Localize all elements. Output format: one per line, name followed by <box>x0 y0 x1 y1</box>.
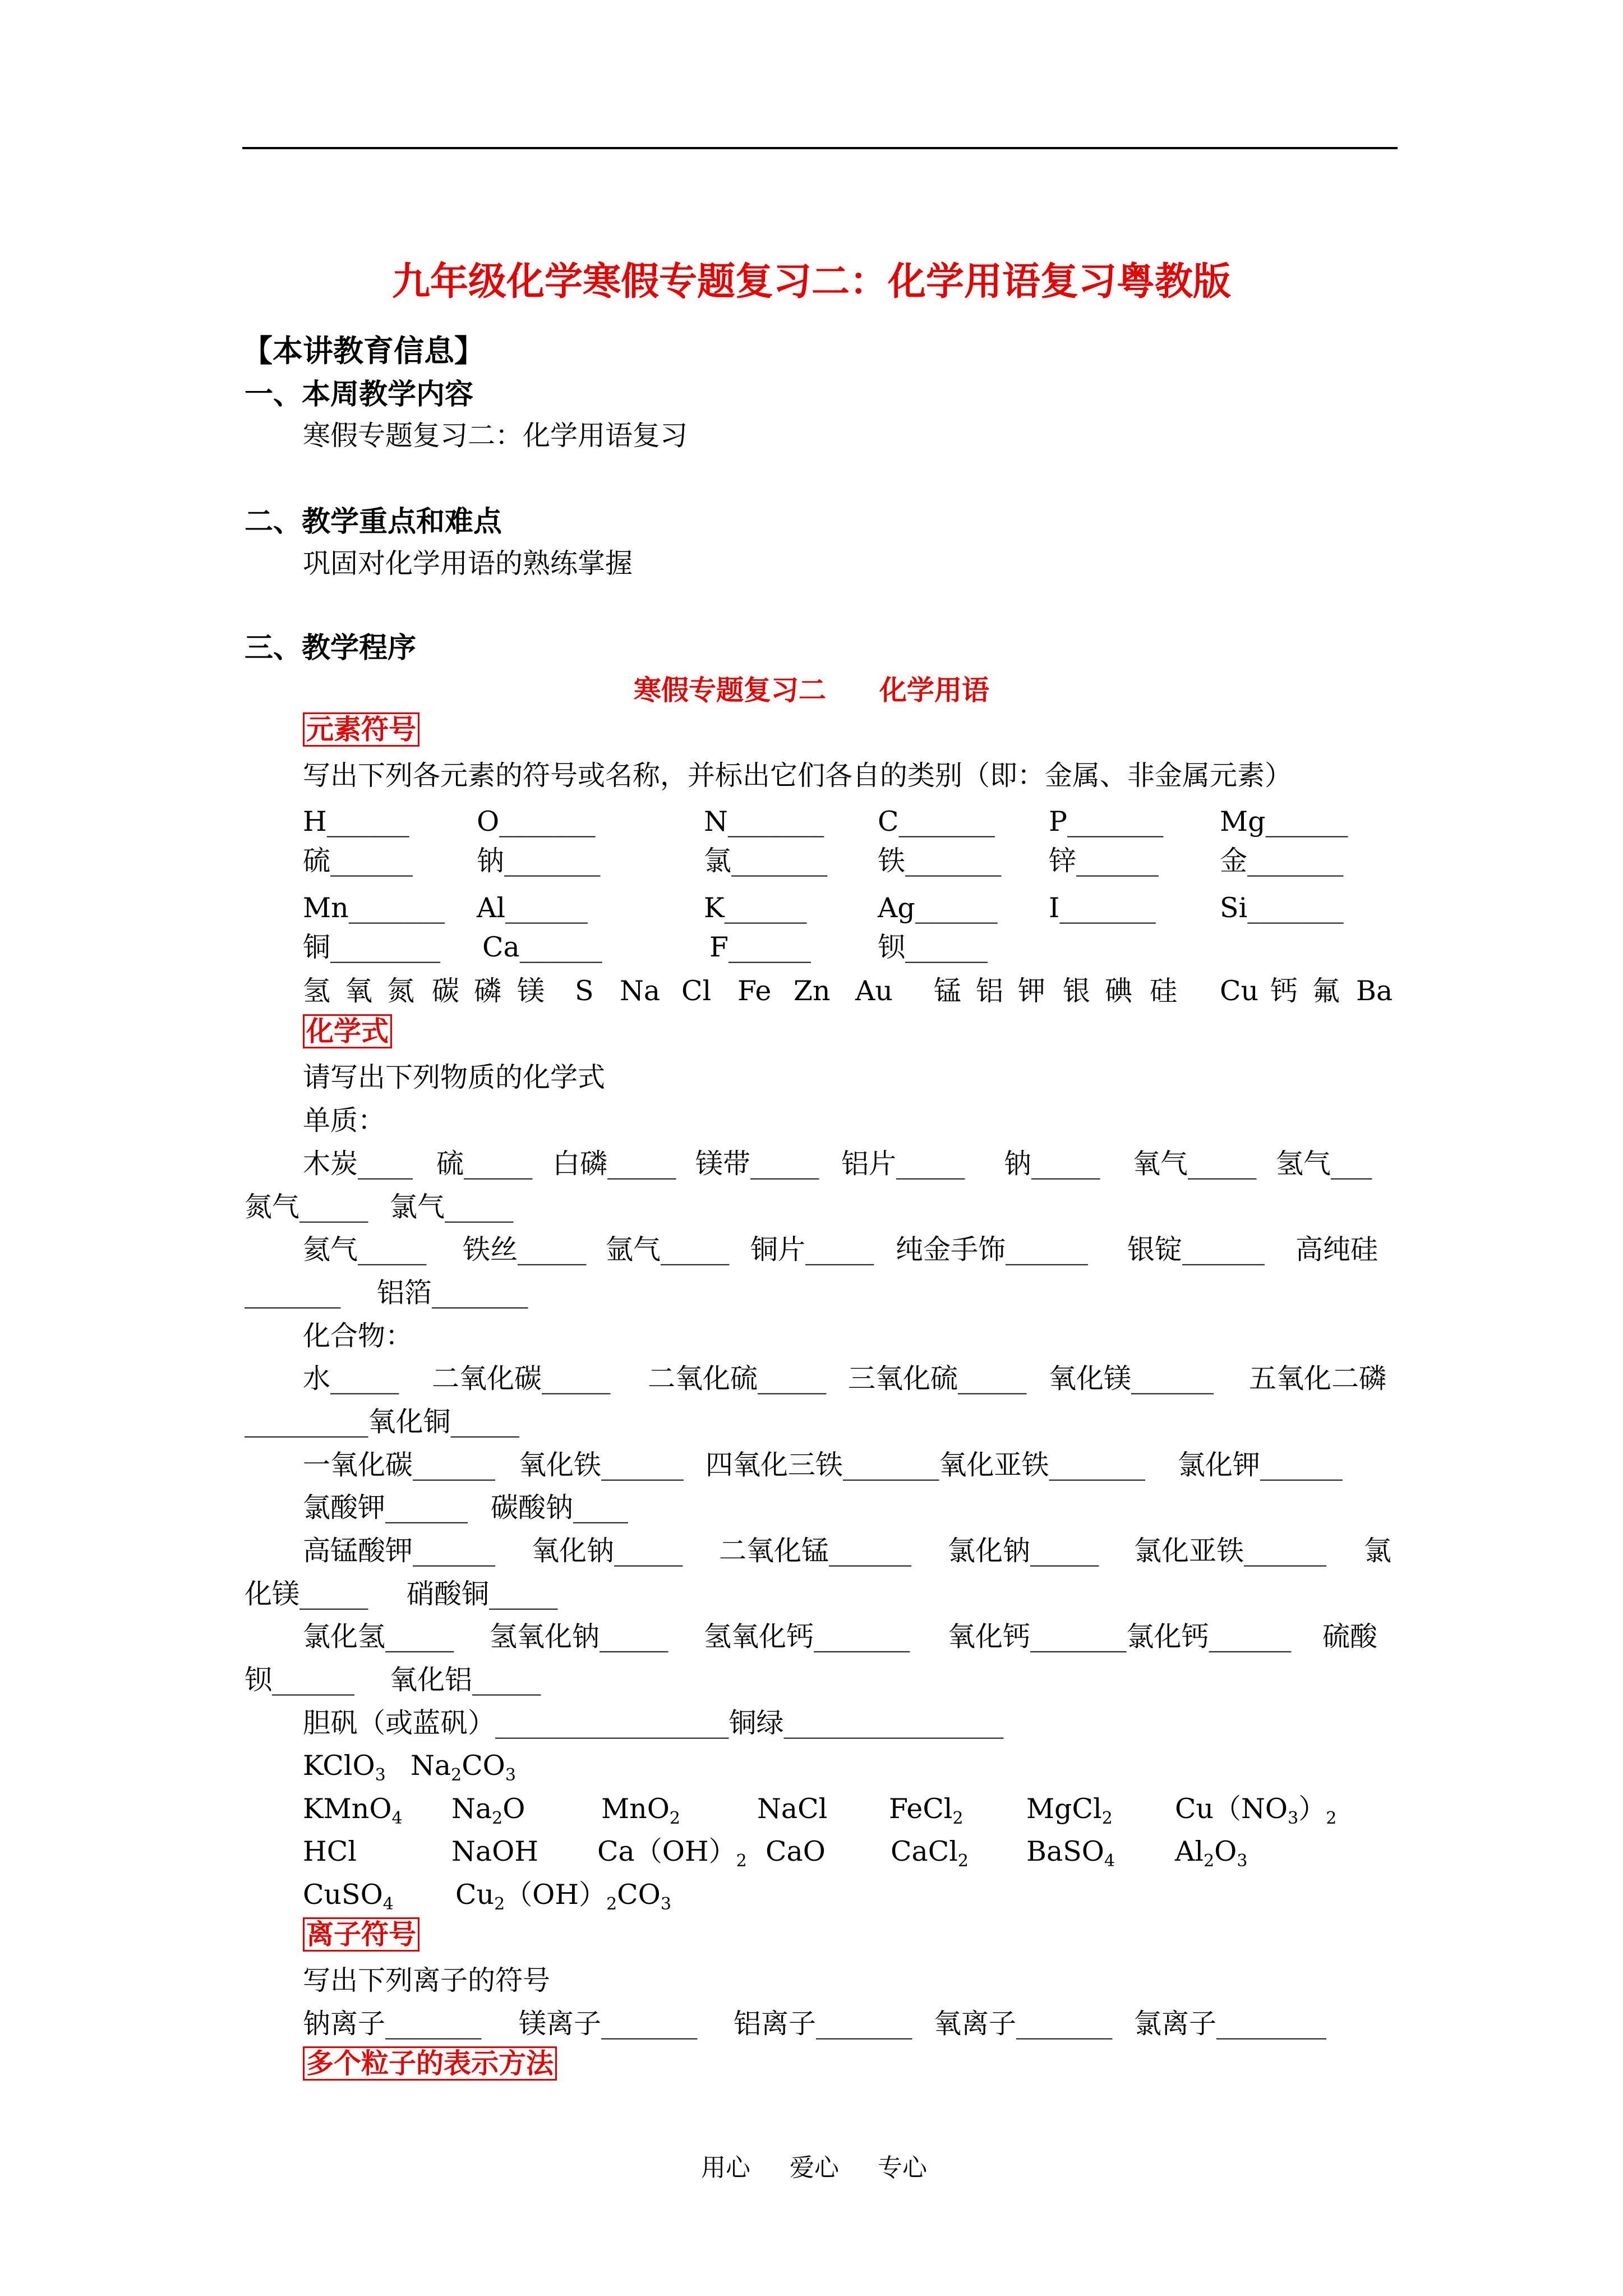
formula-blank: 碳酸钠____ <box>491 1492 629 1524</box>
formula-blank: 水_____ <box>303 1363 399 1395</box>
formula-blank: 氧化钙_______氯化钙______ <box>948 1621 1292 1653</box>
element-blank: F______ <box>709 931 811 963</box>
element-answer: 银 <box>1063 975 1091 1007</box>
element-blank: 钠_______ <box>477 845 601 877</box>
element-blank: 铜________ <box>303 931 441 963</box>
formula-blank: 硫_____ <box>436 1148 533 1180</box>
formula-blank: 铁丝_____ <box>463 1234 587 1266</box>
element-answer: 氮 <box>387 975 415 1007</box>
element-blank: 铁_______ <box>878 845 1002 877</box>
formula-answer: $Cu_2(OH)_2CO_3$ <box>455 1879 671 1914</box>
formula-blank: 氯化亚铁______ <box>1134 1535 1327 1567</box>
formula-answer: KClO$_3$ <box>303 1750 386 1785</box>
formula-blank: 四氧化三铁_______氧化亚铁_______ <box>706 1449 1146 1481</box>
element-answer: Ba <box>1356 975 1393 1007</box>
element-blank: Mg______ <box>1220 806 1348 838</box>
formula-blank: 硫酸 <box>1322 1621 1378 1653</box>
element-blank: N_______ <box>704 806 824 838</box>
element-answer: Na <box>620 975 661 1007</box>
ion-blank: 氯离子________ <box>1134 2008 1327 2040</box>
compound-label: 化合物： <box>303 1320 413 1352</box>
formula-blank: 氯酸钾______ <box>303 1492 468 1524</box>
ion-symbols-tag: 离子符号 <box>303 1917 419 1952</box>
element-answer: 氧 <box>345 975 373 1007</box>
element-answer: 铝 <box>976 975 1004 1007</box>
element-blank: 氯_______ <box>704 845 828 877</box>
element-blank: Mn_______ <box>303 892 445 924</box>
element-answer: 钙 <box>1270 975 1298 1007</box>
footer-text: 专心 <box>878 2154 927 2182</box>
element-answer: 钾 <box>1018 975 1046 1007</box>
formula-answer: HCl <box>303 1835 357 1867</box>
element-blank: Al______ <box>477 892 588 924</box>
element-instruction: 写出下列各元素的符号或名称，并标出它们各自的类别（即：金属、非金属元素） <box>303 760 1293 792</box>
formula-blank: 镁带_____ <box>695 1148 819 1180</box>
ion-instruction: 写出下列离子的符号 <box>303 1964 551 1996</box>
formula-blank: 氦气_____ <box>303 1234 427 1266</box>
element-answer: Au <box>855 975 893 1007</box>
formula-blank: 氢氧化钠_____ <box>490 1621 668 1653</box>
formula-blank: 硝酸铜_____ <box>407 1578 558 1610</box>
formula-blank: 氩气_____ <box>606 1234 730 1266</box>
element-answer: Fe <box>737 975 772 1007</box>
formula-blank: 钡______ <box>245 1664 355 1696</box>
formula-blank: 三氧化硫_____ <box>848 1363 1027 1395</box>
formula-answer: NaCl <box>757 1793 828 1825</box>
formula-blank: 氯气_____ <box>390 1191 514 1223</box>
element-answer: 锰 <box>934 975 962 1007</box>
element-blank: H______ <box>303 806 409 838</box>
formula-answer: MgCl$_2$ <box>1026 1793 1113 1828</box>
element-blank: Ca______ <box>482 931 602 963</box>
element-blank: 金_______ <box>1220 845 1344 877</box>
formula-answer: BaSO$_4$ <box>1026 1835 1115 1871</box>
section-1-heading: 一、本周教学内容 <box>245 378 474 411</box>
formula-blank: 化镁_____ <box>245 1578 368 1610</box>
formula-blank: 五氧化二磷 <box>1249 1363 1387 1395</box>
footer-text: 用心 <box>701 2154 750 2182</box>
element-answer: 磷 <box>474 975 502 1007</box>
formula-blank: 纯金手饰______ <box>896 1234 1089 1266</box>
formula-answer: MnO$_2$ <box>601 1793 680 1828</box>
formula-blank: 高纯硅 <box>1295 1234 1378 1266</box>
formula-blank: 氧化铝_____ <box>390 1664 541 1696</box>
chemical-formula-tag: 化学式 <box>303 1014 392 1048</box>
formula-blank: 铝片_____ <box>841 1148 965 1180</box>
formula-blank: 氯 <box>1364 1535 1392 1567</box>
element-symbols-tag: 元素符号 <box>303 712 419 747</box>
element-blank: 锌______ <box>1049 845 1159 877</box>
element-blank: 钡______ <box>878 931 988 963</box>
element-blank: I_______ <box>1049 892 1156 924</box>
element-blank: Ag______ <box>878 892 998 924</box>
formula-blank: 铝箔_______ <box>377 1277 528 1309</box>
formula-blank: 氧化铁______ <box>519 1449 684 1481</box>
formula-answer: $Na_2CO_3$ <box>411 1750 516 1785</box>
formula-blank: 氯化钠_____ <box>948 1535 1099 1567</box>
formula-blank: 氧化钠_____ <box>532 1535 683 1567</box>
formula-blank: 木炭____ <box>303 1148 413 1180</box>
element-answer: 氢 <box>303 975 331 1007</box>
formula-answer: $Cu(NO_3)_2$ <box>1175 1793 1337 1828</box>
element-answer: S <box>575 975 594 1007</box>
formula-answer: FeCl$_2$ <box>889 1793 963 1828</box>
multi-particle-tag: 多个粒子的表示方法 <box>303 2046 557 2081</box>
formula-answer: CaO <box>766 1835 826 1867</box>
formula-answer: CuSO$_4$ <box>303 1879 394 1914</box>
element-answer: 氟 <box>1312 975 1340 1007</box>
formula-blank: 二氧化硫_____ <box>648 1363 827 1395</box>
formula-blank: 二氧化锰______ <box>719 1535 912 1567</box>
formula-blank: 银锭______ <box>1127 1234 1265 1266</box>
header-rule <box>242 147 1398 149</box>
formula-blank: 胆矾（或蓝矾）_________________铜绿________________ <box>303 1707 1004 1739</box>
section-3-subtitle-a: 寒假专题复习二 <box>634 674 827 706</box>
element-blank: O_______ <box>477 806 596 838</box>
element-blank: C_______ <box>878 806 995 838</box>
formula-blank: 氧气_____ <box>1133 1148 1257 1180</box>
formula-blank: 高锰酸钾______ <box>303 1535 496 1567</box>
element-blank: 硫______ <box>303 845 413 877</box>
element-answer: Cu <box>1220 975 1259 1007</box>
formula-blank: 钠_____ <box>1004 1148 1100 1180</box>
section-3-heading: 三、教学程序 <box>245 631 417 665</box>
element-answer: 镁 <box>517 975 545 1007</box>
element-answer: 碘 <box>1105 975 1133 1007</box>
ion-blank: 镁离子_______ <box>519 2008 698 2040</box>
page-title: 九年级化学寒假专题复习二：化学用语复习粤教版 <box>391 259 1231 304</box>
section-2-heading: 二、教学重点和难点 <box>245 505 502 539</box>
ion-blank: 氧离子_______ <box>934 2008 1113 2040</box>
element-blank: K______ <box>704 892 807 924</box>
footer-text: 爱心 <box>790 2154 839 2182</box>
section-1-text: 寒假专题复习二：化学用语复习 <box>303 420 688 452</box>
element-answer: 硅 <box>1150 975 1178 1007</box>
section-2-text: 巩固对化学用语的熟练掌握 <box>303 547 633 579</box>
formula-blank: 铜片_____ <box>750 1234 874 1266</box>
formula-answer: CaCl$_2$ <box>891 1835 969 1871</box>
element-answer: Zn <box>794 975 831 1007</box>
formula-blank: 氧化镁______ <box>1049 1363 1214 1395</box>
formula-answer: $Ca(OH)_2$ <box>597 1835 747 1871</box>
formula-blank: 二氧化碳_____ <box>432 1363 611 1395</box>
formula-answer: KMnO$_4$ <box>303 1793 403 1828</box>
formula-blank: _________氧化铜_____ <box>245 1406 520 1438</box>
formula-blank: 氢气___ <box>1276 1148 1372 1180</box>
formula-blank: 氯化氢_____ <box>303 1621 454 1653</box>
formula-blank: 氮气_____ <box>245 1191 368 1223</box>
formula-blank: 一氧化碳______ <box>303 1449 496 1481</box>
formula-blank: 氢氧化钙_______ <box>704 1621 910 1653</box>
simple-substance-label: 单质： <box>303 1105 386 1137</box>
element-answer: Cl <box>681 975 712 1007</box>
ion-blank: 铝离子_______ <box>734 2008 912 2040</box>
formula-instruction: 请写出下列物质的化学式 <box>303 1061 606 1093</box>
formula-answer: $Na_2O$ <box>451 1793 525 1828</box>
element-blank: Si_______ <box>1220 892 1344 924</box>
element-blank: P_______ <box>1049 806 1164 838</box>
formula-blank: _______ <box>245 1277 341 1309</box>
info-header: 【本讲教育信息】 <box>242 333 485 369</box>
formula-answer: NaOH <box>451 1835 538 1867</box>
formula-answer: $Al_2O_3$ <box>1175 1835 1248 1871</box>
ion-blank: 钠离子_______ <box>303 2008 482 2040</box>
formula-blank: 白磷_____ <box>552 1148 676 1180</box>
section-3-subtitle-b: 化学用语 <box>879 674 990 706</box>
element-answer: 碳 <box>432 975 460 1007</box>
formula-blank: 氯化钾______ <box>1178 1449 1343 1481</box>
